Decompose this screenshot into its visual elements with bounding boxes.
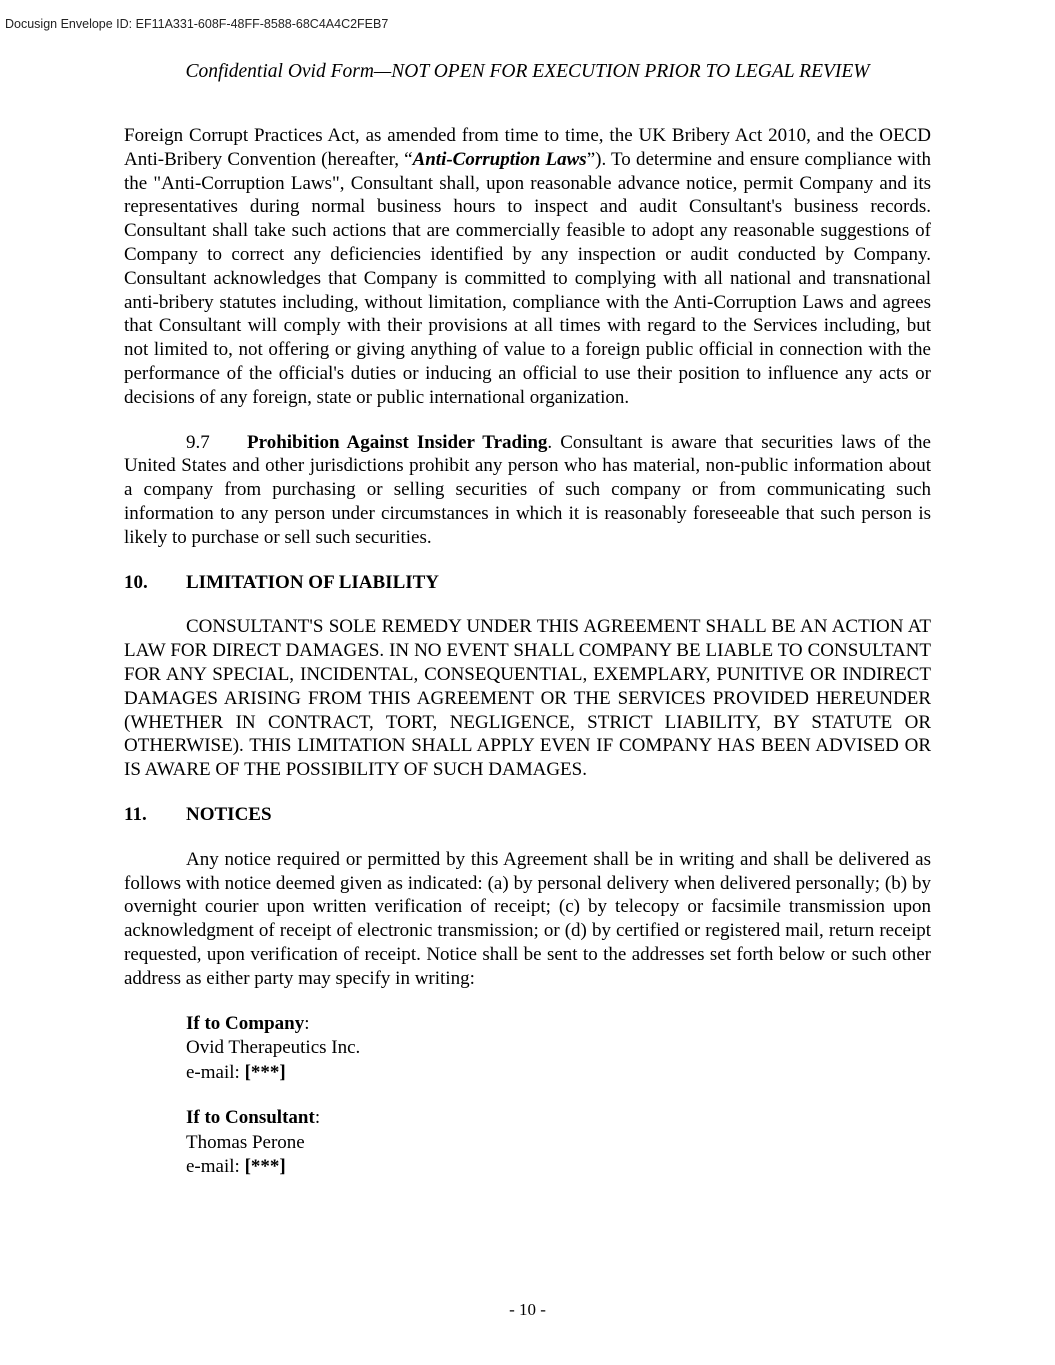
consultant-email-label: e-mail: [186, 1156, 245, 1177]
anti-corruption-paragraph [124, 124, 931, 410]
section-9-7-title: Prohibition Against Insider Trading [247, 431, 548, 453]
section-11-heading [124, 803, 931, 827]
section-10-title: LIMITATION OF LIABILITY [186, 571, 440, 593]
document-body [124, 124, 931, 1201]
page-number: - 10 - [509, 1300, 546, 1319]
limitation-of-liability-paragraph: CONSULTANT'S SOLE REMEDY UNDER THIS AGREEMENT SHALL BE AN ACTION AT LAW FOR DIRECT DAMAGES. IN NO EVENT SHALL COMPANY BE LIABLE TO CONSULTANT FOR ANY SPECIAL, INCIDENTAL, CONSEQUENTIAL, EXEMPLARY, PUNITIVE OR INDIRECT DAMAGES ARISING FROM THIS AGREEMENT OR THE SERVICES PROVIDED HEREUNDER (WHETHER IN CONTRACT, TORT, NEGLIGENCE, STRICT LIABILITY, BY STATUTE OR OTHERWISE). THIS LIMITATION SHALL APPLY EVEN IF COMPANY HAS BEEN ADVISED OR IS AWARE OF THE POSSIBILITY OF SUCH DAMAGES. [124, 616, 931, 781]
insider-trading-paragraph [124, 431, 931, 550]
section-10-number: 10. [124, 571, 148, 593]
consultant-email-line [186, 1155, 931, 1180]
anti-corruption-term: Anti-Corruption Laws [412, 148, 587, 170]
para1-pre: Foreign Corrupt Practices Act, as amended from time to time, the UK Bribery Act 2010, and the OECD Anti-Bribery Convention (hereafter, “ [124, 125, 931, 170]
section-9-7-text: . Consultant is aware that securities laws of the United States and other jurisdictions prohibit any person who has material, non-public information about a company from purchasing or selling securities of such company or from communicating such information to any person under circumstances in which it is reasonably foreseeable that such person is likely to purchase or sell such securities. [124, 431, 931, 548]
consultant-address-block [186, 1106, 931, 1180]
section-9-7-number: 9.7 [186, 431, 210, 453]
para1-post: ”). To determine and ensure compliance with the "Anti-Corruption Laws", Consultant shall, upon reasonable advance notice, permit Company and its representatives during normal business hours to inspect and audit Consultant's business records. Consultant shall take such actions that are commercially feasible to adopt any reasonable suggestions of Company to correct any deficiencies identified by any inspection or audit conducted by Company. Consultant acknowledges that Company is committed to complying with all national and transnational anti-bribery statutes including, without limitation, compliance with the Anti-Corruption Laws and agrees that Consultant will comply with their provisions at all times with regard to the Services including, but not limited to, not offering or giving anything of value to a foreign public official in connection with the performance of the official's duties or inducing an official to use their position to influence any acts or decisions of any foreign, state or public international organization. [124, 148, 931, 408]
company-address-block [186, 1012, 931, 1086]
section-11-title: NOTICES [186, 803, 272, 825]
confidential-header: Confidential Ovid Form—NOT OPEN FOR EXECUTION PRIOR TO LEGAL REVIEW [185, 61, 870, 82]
consultant-label: If to Consultant [186, 1107, 315, 1128]
consultant-label-line: If to Consultant: [186, 1107, 321, 1128]
docusign-envelope-id: Docusign Envelope ID: EF11A331-608F-48FF-8588-68C4A4C2FEB7 [5, 17, 389, 31]
company-email-value: [***] [244, 1061, 286, 1083]
company-name: Ovid Therapeutics Inc. [186, 1037, 361, 1058]
section-10-heading [124, 571, 931, 595]
notices-paragraph: Any notice required or permitted by this Agreement shall be in writing and shall be delivered as follows with notice deemed given as indicated: (a) by personal delivery when delivered personally; (b) by overnight courier upon written verification of receipt; (c) by telecopy or facsimile transmission upon acknowledgment of receipt of electronic transmission; or (d) by certified or registered mail, return receipt requested, upon verification of receipt. Notice shall be sent to the addresses set forth below or such other address as either party may specify in writing: [124, 848, 931, 989]
company-email-line [186, 1061, 931, 1086]
consultant-name: Thomas Perone [186, 1131, 305, 1153]
company-label-line: If to Company: [186, 1012, 310, 1034]
company-label: If to Company [186, 1012, 305, 1034]
company-email-label: e-mail: [186, 1061, 245, 1083]
section-11-number: 11. [124, 803, 147, 825]
consultant-email-value: [***] [244, 1156, 286, 1177]
